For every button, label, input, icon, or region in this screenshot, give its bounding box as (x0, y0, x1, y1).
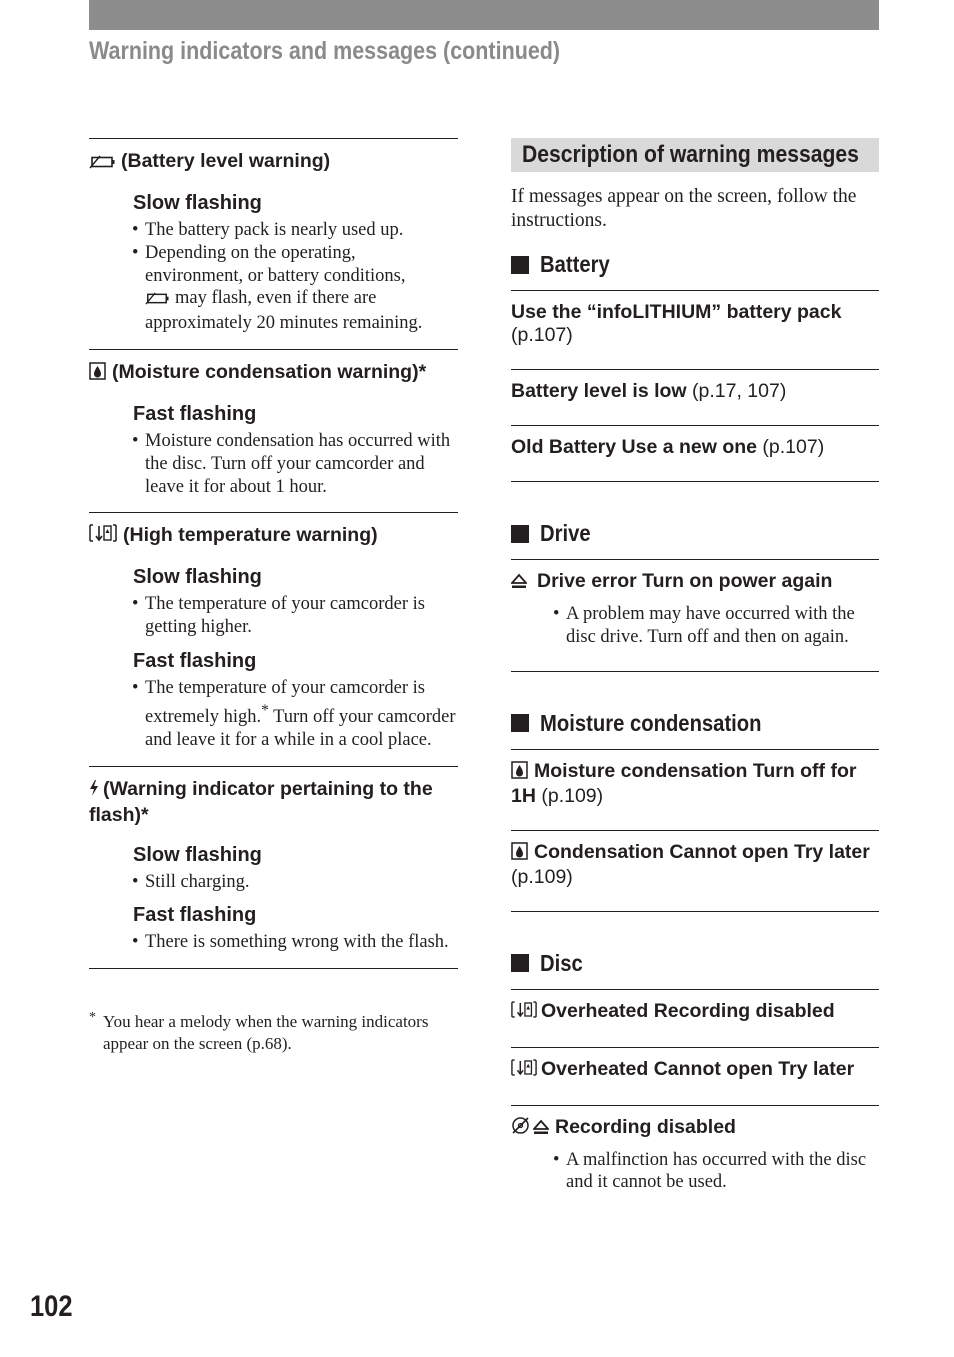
header-bar (89, 0, 879, 30)
flash-icon (89, 779, 99, 803)
footnote: * You hear a melody when the warning indicators appear on the screen (p.68). (89, 1010, 429, 1053)
list-item: • Moisture condensation has occurred with the disc. Turn off your camcorder and leave it for about 1 hour. (132, 430, 458, 498)
battery-warning-title: (Battery level warning) (121, 150, 331, 172)
left-column (89, 138, 458, 1054)
message-entry: Old Battery Use a new one (p.107) (511, 425, 879, 481)
fast-flashing-label: Fast flashing (133, 649, 257, 672)
disc-error-icon (511, 1116, 530, 1141)
thermometer-icon (511, 1058, 537, 1083)
fast-flashing-label: Fast flashing (133, 904, 257, 927)
eject-icon (533, 1118, 549, 1141)
moisture-warning-entry (89, 349, 458, 512)
message-entry: Overheated Recording disabled (511, 989, 879, 1047)
moisture-icon (89, 362, 106, 386)
flash-warning-title: (Warning indicator pertaining to the flash)* (89, 777, 433, 826)
flash-warning-entry (89, 766, 458, 970)
battery-warning-entry (89, 138, 458, 349)
slow-flashing-label: Slow flashing (133, 843, 262, 866)
list-item: • Depending on the operating, environment, or battery conditions, may flash, even if there are approximately 20 minutes remaining. (132, 242, 458, 335)
message-entry: Condensation Cannot open Try later (p.109) (511, 830, 879, 911)
message-entry: Battery level is low (p.17, 107) (511, 369, 879, 425)
message-entry: Moisture condensation Turn off for 1H (p.109) (511, 749, 879, 830)
moisture-section-title: Moisture condensation (511, 710, 879, 737)
square-bullet-icon (511, 525, 529, 543)
thermometer-icon (511, 1000, 537, 1025)
list-item: • A malfinction has occurred with the disc and it cannot be used. (553, 1149, 879, 1195)
list-item: • The temperature of your camcorder is extremely high.* Turn off your camcorder and leave it for a while in a cool place. (132, 677, 458, 752)
fast-flashing-label: Fast flashing (133, 402, 257, 425)
slow-flashing-label: Slow flashing (133, 566, 262, 589)
temperature-warning-title: (High temperature warning) (123, 524, 378, 547)
thermometer-icon (89, 523, 117, 549)
message-entry: Use the “infoLITHIUM” battery pack (p.107) (511, 290, 879, 369)
square-bullet-icon (511, 714, 529, 732)
eject-icon (511, 572, 527, 595)
list-item: • A problem may have occurred with the disc drive. Turn off and then on again. (553, 603, 879, 649)
list-item: • The temperature of your camcorder is getting higher. (132, 593, 458, 639)
drive-section-title: Drive (511, 520, 879, 547)
list-item: • The battery pack is nearly used up. (132, 219, 458, 242)
intro-text: If messages appear on the screen, follow the instructions. (511, 186, 857, 231)
page-header: Warning indicators and messages (continued) (89, 37, 561, 65)
square-bullet-icon (511, 256, 529, 274)
message-entry: Overheated Cannot open Try later (511, 1047, 879, 1105)
message-entry: Recording disabled • A malfinction has occurred with the disc and it cannot be used. (511, 1105, 879, 1195)
disc-section-title: Disc (511, 950, 879, 977)
moisture-icon (511, 842, 528, 866)
page-number: 102 (30, 1290, 73, 1323)
square-bullet-icon (511, 954, 529, 972)
list-item: • Still charging. (132, 871, 458, 894)
temperature-warning-entry (89, 512, 458, 765)
moisture-warning-title: (Moisture condensation warning)* (112, 360, 427, 383)
section-heading: Description of warning messages (511, 138, 879, 172)
battery-section-title: Battery (511, 251, 879, 278)
slow-flashing-label: Slow flashing (133, 192, 262, 214)
battery-warning-icon (89, 151, 115, 175)
moisture-icon (511, 761, 528, 785)
message-entry: Drive error Turn on power again • A problem may have occurred with the disc drive. Turn off and then on again. (511, 559, 879, 671)
list-item: • There is something wrong with the flash. (132, 931, 458, 954)
battery-warning-icon (145, 289, 169, 312)
right-column (511, 138, 879, 1194)
